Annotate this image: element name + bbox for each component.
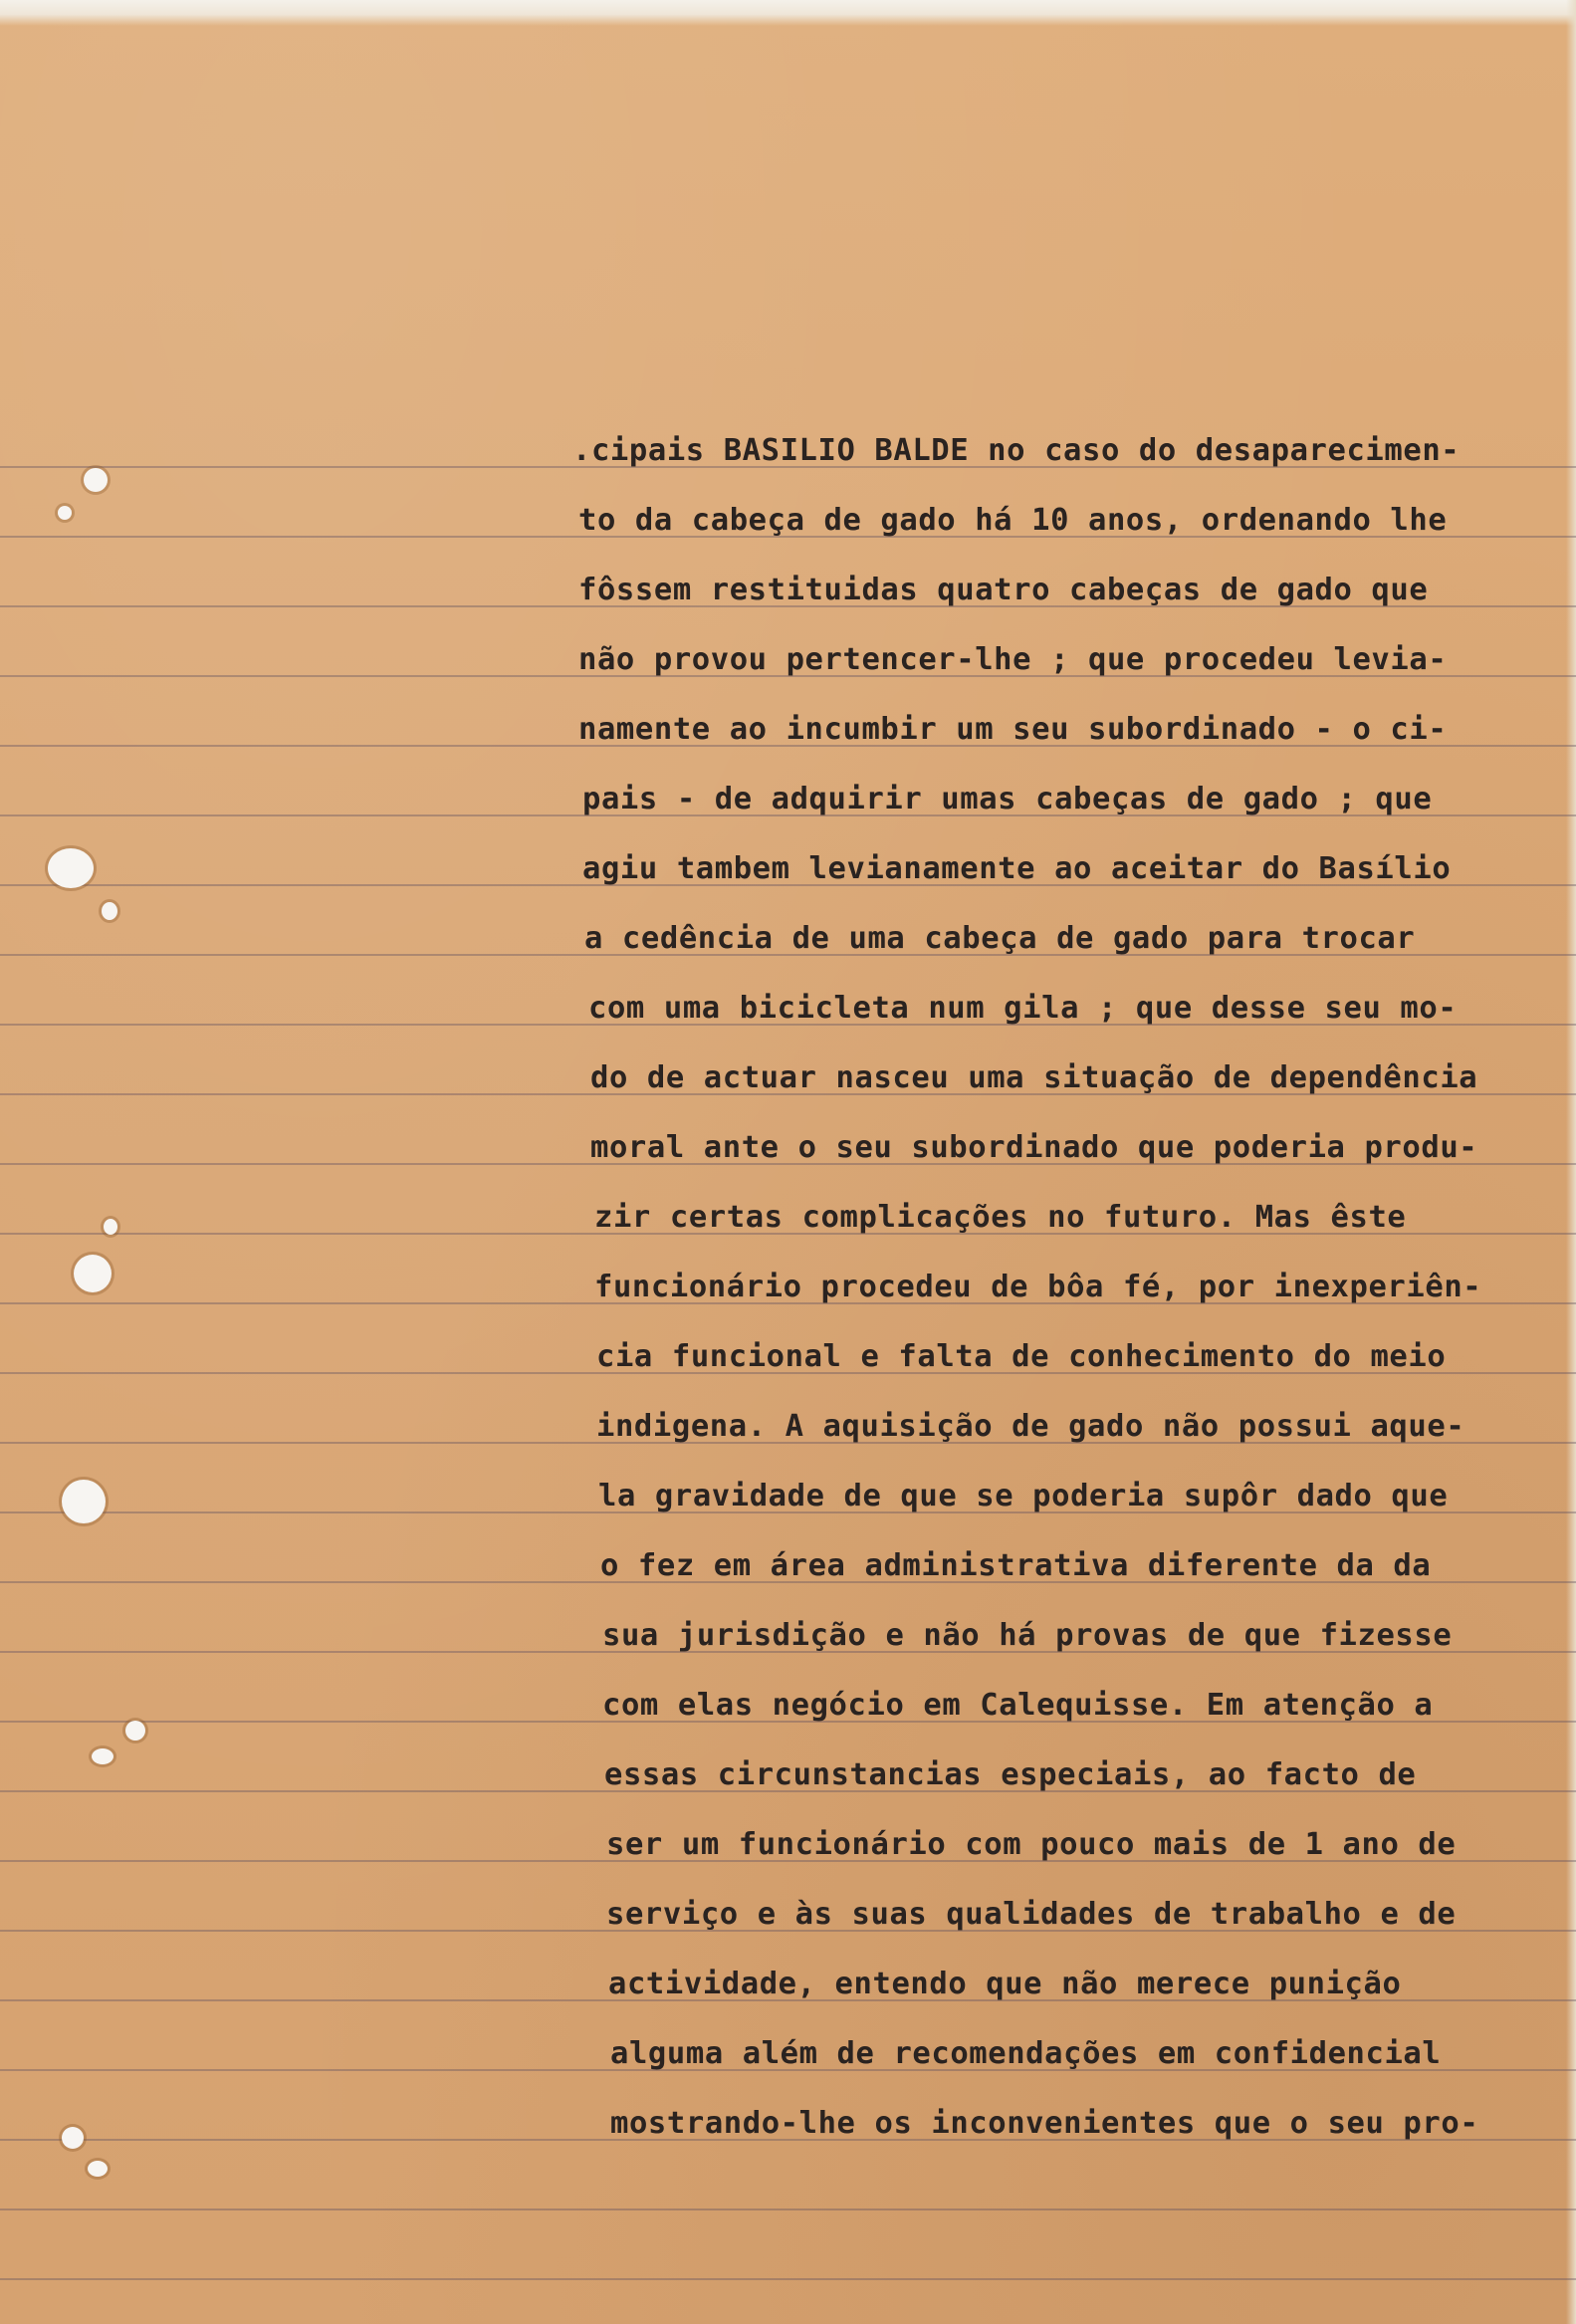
- text-line: pais - de adquirir umas cabeças de gado ; que: [582, 782, 1433, 816]
- ruled-line: [0, 2278, 1576, 2280]
- text-line: mostrando-lhe os inconvenientes que o seu pro-: [610, 2106, 1479, 2141]
- punch-hole: [88, 2161, 108, 2177]
- text-line: ser um funcionário com pouco mais de 1 ano de: [606, 1827, 1457, 1862]
- punch-hole: [84, 468, 108, 492]
- text-line: indigena. A aquisição de gado não possui aque-: [596, 1409, 1465, 1444]
- text-line: zir certas complicações no futuro. Mas êste: [594, 1200, 1407, 1235]
- text-line: alguma além de recomendações em confidencial: [610, 2036, 1442, 2071]
- text-line: o fez em área administrativa diferente da da: [600, 1548, 1432, 1583]
- punch-hole: [104, 1219, 117, 1235]
- punch-hole: [102, 902, 117, 920]
- typed-text-block: [572, 416, 1548, 2159]
- text-line: la gravidade de que se poderia supôr dado que: [598, 1479, 1449, 1513]
- text-line: com uma bicicleta num gila ; que desse seu mo-: [588, 991, 1458, 1026]
- text-line: funcionário procedeu de bôa fé, por inexperiên-: [594, 1270, 1482, 1304]
- text-line: .cipais BASILIO BALDE no caso do desaparecimen-: [572, 433, 1461, 468]
- text-line: essas circunstancias especiais, ao facto de: [604, 1757, 1417, 1792]
- text-line: cia funcional e falta de conhecimento do meio: [596, 1339, 1447, 1374]
- text-line: fôssem restituidas quatro cabeças de gado que: [578, 573, 1429, 607]
- punch-hole: [48, 848, 94, 888]
- text-line: moral ante o seu subordinado que poderia produ-: [590, 1130, 1478, 1165]
- punch-hole: [62, 1480, 106, 1523]
- torn-top-edge: [0, 0, 1576, 26]
- punch-hole: [58, 506, 72, 520]
- text-line: sua jurisdição e não há provas de que fizesse: [602, 1618, 1453, 1653]
- text-line: actividade, entendo que não merece punição: [608, 1967, 1402, 2001]
- punch-hole: [92, 1748, 113, 1764]
- punch-hole: [62, 2127, 84, 2149]
- text-line: serviço e às suas qualidades de trabalho e de: [606, 1897, 1457, 1932]
- text-line: com elas negócio em Calequisse. Em atenção a: [602, 1688, 1434, 1723]
- ruled-line: [0, 2208, 1576, 2210]
- punch-hole: [74, 1255, 112, 1292]
- text-line: agiu tambem levianamente ao aceitar do Basílio: [582, 851, 1452, 886]
- text-line: do de actuar nasceu uma situação de dependência: [590, 1060, 1478, 1095]
- text-line: não provou pertencer-lhe ; que procedeu levia-: [578, 642, 1448, 677]
- punch-hole: [125, 1721, 145, 1741]
- text-line: namente ao incumbir um seu subordinado - o ci-: [578, 712, 1448, 747]
- text-line: to da cabeça de gado há 10 anos, ordenando lhe: [578, 503, 1448, 538]
- text-line: a cedência de uma cabeça de gado para trocar: [584, 921, 1416, 956]
